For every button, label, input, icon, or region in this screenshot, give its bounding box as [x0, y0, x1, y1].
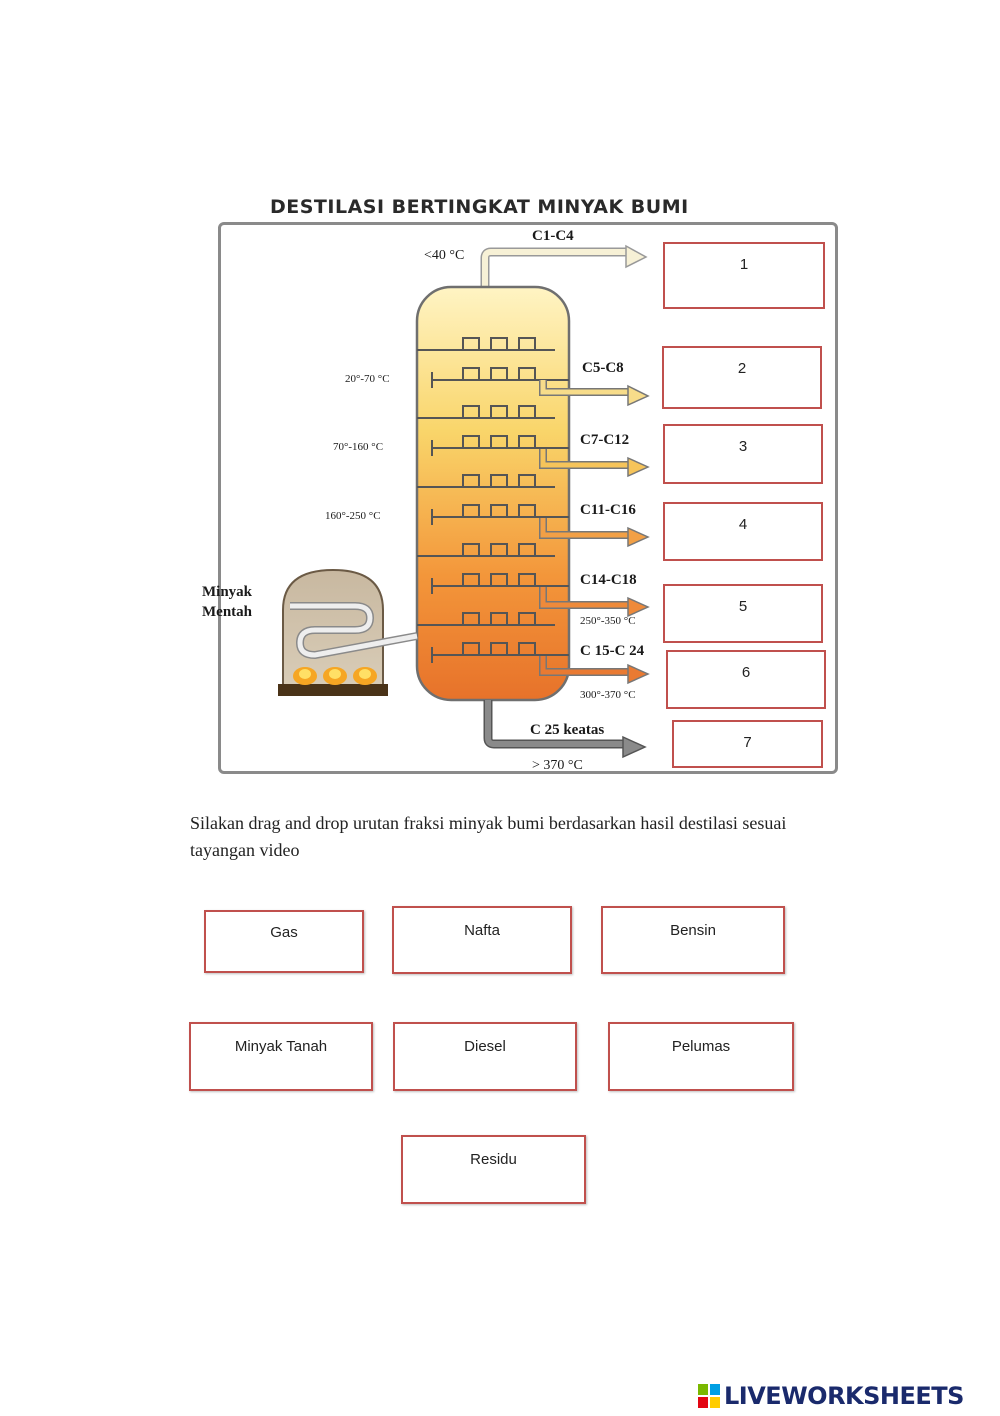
temp-label-3: 70°-160 °C [333, 441, 384, 453]
drop-target-7[interactable]: 7 [672, 720, 823, 768]
answer-card-bensin[interactable]: Bensin [601, 906, 785, 974]
crude-oil-label [202, 582, 252, 622]
liveworksheets-wordmark: LIVEWORKSHEETS [724, 1382, 964, 1410]
drop-target-5[interactable]: 5 [663, 584, 823, 643]
answer-card-minyak-tanah[interactable]: Minyak Tanah [189, 1022, 373, 1091]
temp-label-1: <40 °C [424, 248, 465, 263]
temp-label-2: 20°-70 °C [345, 373, 390, 385]
answer-card-pelumas[interactable]: Pelumas [608, 1022, 794, 1091]
crude-oil-label-line-2: Mentah [202, 604, 252, 620]
drop-target-4[interactable]: 4 [663, 502, 823, 561]
liveworksheets-branding[interactable] [698, 1376, 964, 1416]
crude-oil-label-line-1: Minyak [202, 584, 253, 600]
temp-label-7: > 370 °C [532, 758, 583, 773]
temp-label-6: 300°-370 °C [580, 689, 636, 701]
liveworksheets-logo-icon [698, 1384, 720, 1408]
furnace-illustration [278, 570, 417, 696]
answer-card-nafta[interactable]: Nafta [392, 906, 572, 974]
answer-card-residu[interactable]: Residu [401, 1135, 586, 1204]
carbon-label-3: C7-C12 [580, 432, 630, 448]
answer-card-gas[interactable]: Gas [204, 910, 364, 973]
top-vapor-pipe [485, 246, 646, 292]
temp-label-5: 250°-350 °C [580, 615, 636, 627]
drop-target-1[interactable]: 1 [663, 242, 825, 309]
temp-label-4: 160°-250 °C [325, 510, 381, 522]
carbon-label-4: C11-C16 [580, 502, 636, 518]
drop-target-6[interactable]: 6 [666, 650, 826, 709]
distillation-column [417, 287, 569, 700]
drop-target-3[interactable]: 3 [663, 424, 823, 484]
diagram-title: DESTILASI BERTINGKAT MINYAK BUMI [270, 196, 689, 218]
flames-icon [293, 667, 377, 685]
carbon-label-1: C1-C4 [532, 228, 574, 244]
carbon-label-2: C5-C8 [582, 360, 624, 376]
carbon-label-7: C 25 keatas [530, 722, 605, 738]
drop-target-2[interactable]: 2 [662, 346, 822, 409]
instruction-text: Silakan drag and drop urutan fraksi minyak bumi berdasarkan hasil destilasi sesuai tayangan video [190, 813, 787, 860]
carbon-label-6: C 15-C 24 [580, 643, 645, 659]
carbon-label-5: C14-C18 [580, 572, 637, 588]
answer-card-diesel[interactable]: Diesel [393, 1022, 577, 1091]
